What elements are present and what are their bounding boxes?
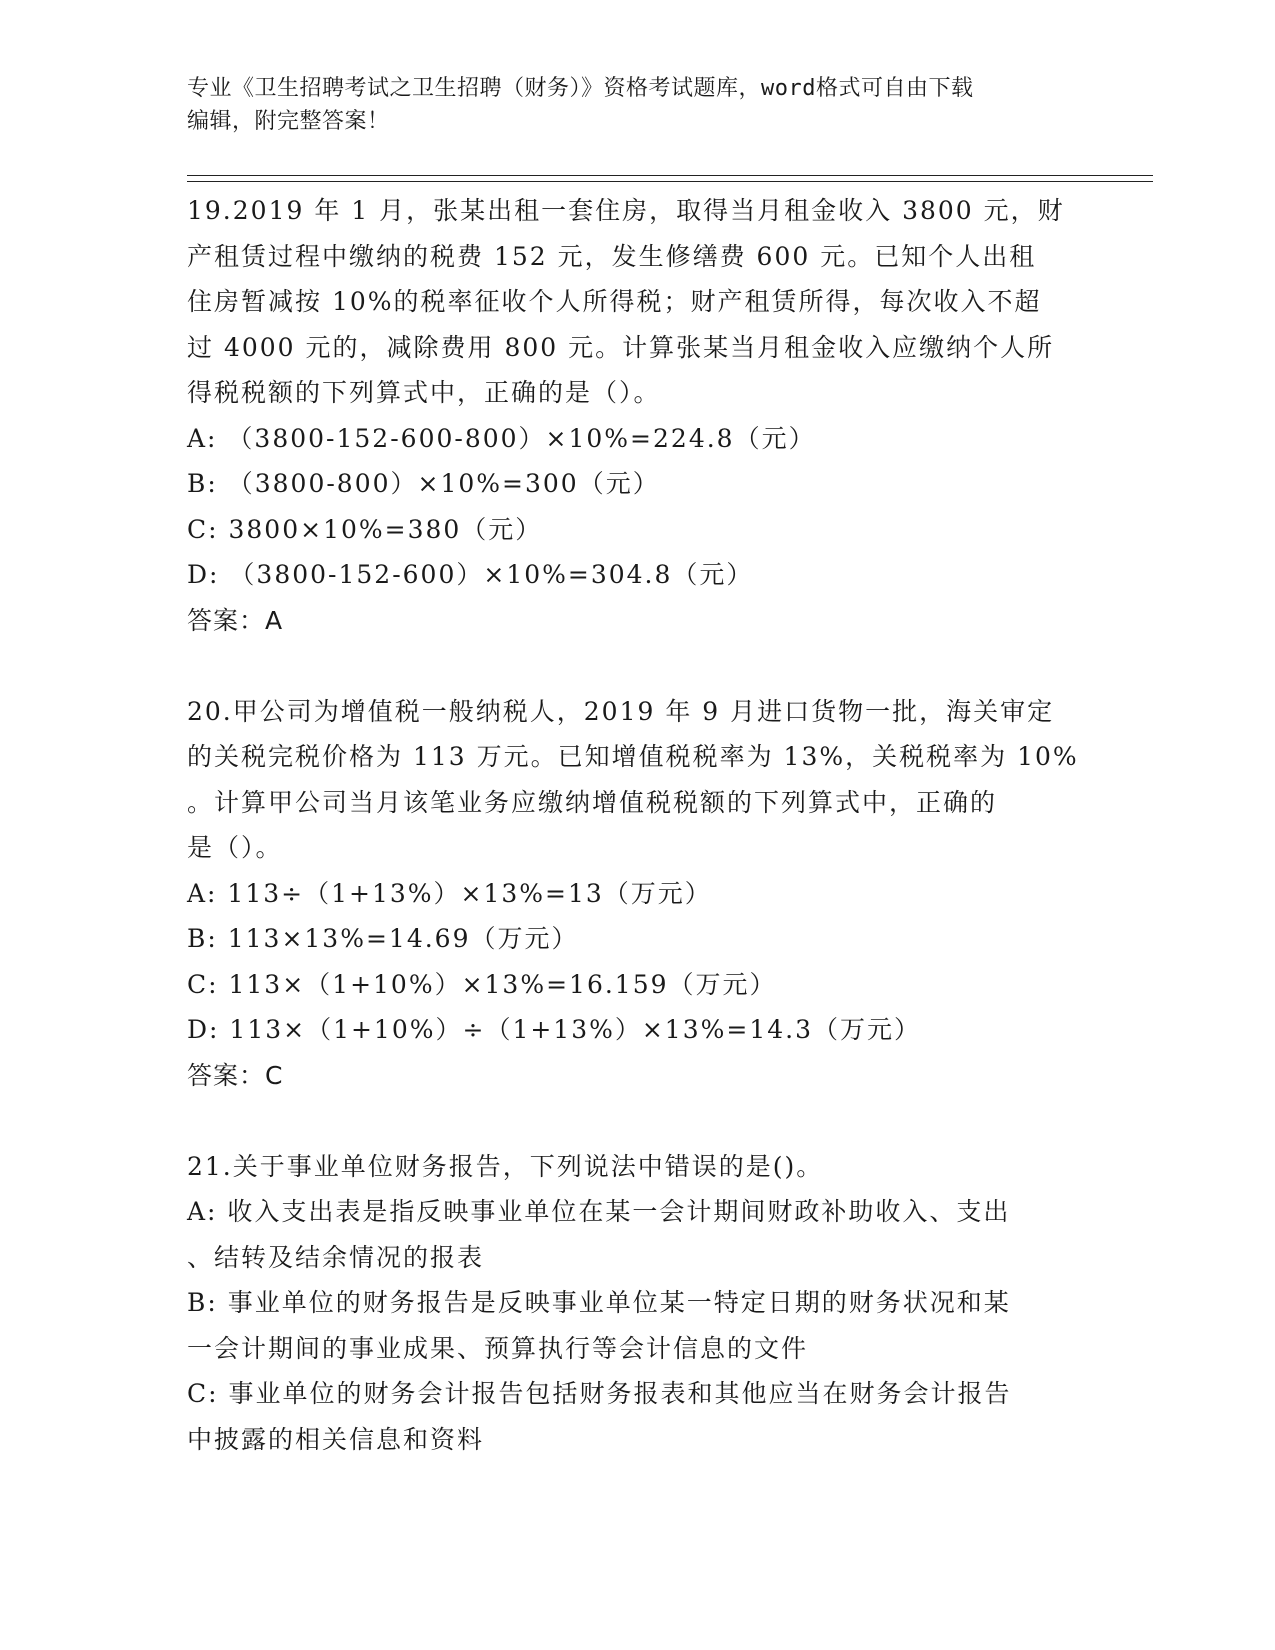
question-19-option-c: C: 3800×10%=380（元）: [187, 514, 543, 544]
question-19: [187, 188, 1087, 643]
question-20-text: 20.甲公司为增值税一般纳税人，2019 年 9 月进口货物一批，海关审定: [187, 696, 1055, 726]
question-21-option-b: B: 事业单位的财务报告是反映事业单位某一特定日期的财务状况和某: [187, 1288, 1011, 1317]
question-content: [187, 188, 1087, 1462]
question-19-option-b: B: （3800-800）×10%=300（元）: [187, 469, 660, 498]
question-20-text: 是（）。: [187, 833, 283, 862]
header-rule-bottom: [187, 181, 1153, 182]
question-21-option-c-cont: 中披露的相关信息和资料: [187, 1424, 485, 1454]
question-19-text: 产租赁过程中缴纳的税费 152 元，发生修缮费 600 元。已知个人出租: [187, 241, 1037, 271]
question-20-option-c: C: 113×（1+10%）×13%=16.159（万元）: [187, 969, 777, 999]
question-21-option-a-cont: 、结转及结余情况的报表: [187, 1242, 485, 1272]
question-20-text: 。计算甲公司当月该笔业务应缴纳增值税税额的下列算式中，正确的: [187, 787, 998, 817]
question-19-option-a: A: （3800-152-600-800）×10%=224.8（元）: [187, 423, 816, 453]
header-line-1: 专业《卫生招聘考试之卫生招聘（财务）》资格考试题库，word格式可自由下载: [187, 76, 974, 101]
question-20-text: 的关税完税价格为 113 万元。已知增值税税率为 13%，关税税率为 10%: [187, 742, 1079, 771]
header-line-2: 编辑，附完整答案！: [187, 109, 390, 134]
question-21-option-a: A: 收入支出表是指反映事业单位在某一会计期间财政补助收入、支出: [187, 1197, 1011, 1226]
question-spacer: [187, 1098, 1087, 1144]
question-20: [187, 689, 1087, 1099]
question-19-answer: 答案：A: [187, 605, 284, 635]
question-spacer: [187, 643, 1087, 689]
question-19-option-d: D: （3800-152-600）×10%=304.8（元）: [187, 560, 754, 589]
question-21-option-c: C: 事业单位的财务会计报告包括财务报表和其他应当在财务会计报告: [187, 1379, 1012, 1408]
question-19-text: 过 4000 元的，减除费用 800 元。计算张某当月租金收入应缴纳个人所: [187, 332, 1055, 362]
question-19-text: 19.2019 年 1 月，张某出租一套住房，取得当月租金收入 3800 元，财: [187, 196, 1065, 225]
question-21-text: 21.关于事业单位财务报告，下列说法中错误的是()。: [187, 1151, 824, 1181]
question-20-answer: 答案：C: [187, 1060, 284, 1090]
question-19-text: 得税税额的下列算式中，正确的是（）。: [187, 378, 661, 407]
question-20-option-a: A: 113÷（1+13%）×13%=13（万元）: [187, 878, 712, 908]
question-21-option-b-cont: 一会计期间的事业成果、预算执行等会计信息的文件: [187, 1333, 809, 1363]
question-21: [187, 1144, 1087, 1463]
document-header: [187, 72, 1067, 138]
question-20-option-b: B: 113×13%=14.69（万元）: [187, 924, 579, 953]
question-19-text: 住房暂减按 10%的税率征收个人所得税；财产租赁所得，每次收入不超: [187, 287, 1042, 316]
question-20-option-d: D: 113×（1+10%）÷（1+13%）×13%=14.3（万元）: [187, 1015, 921, 1044]
header-rule-top: [187, 175, 1153, 176]
